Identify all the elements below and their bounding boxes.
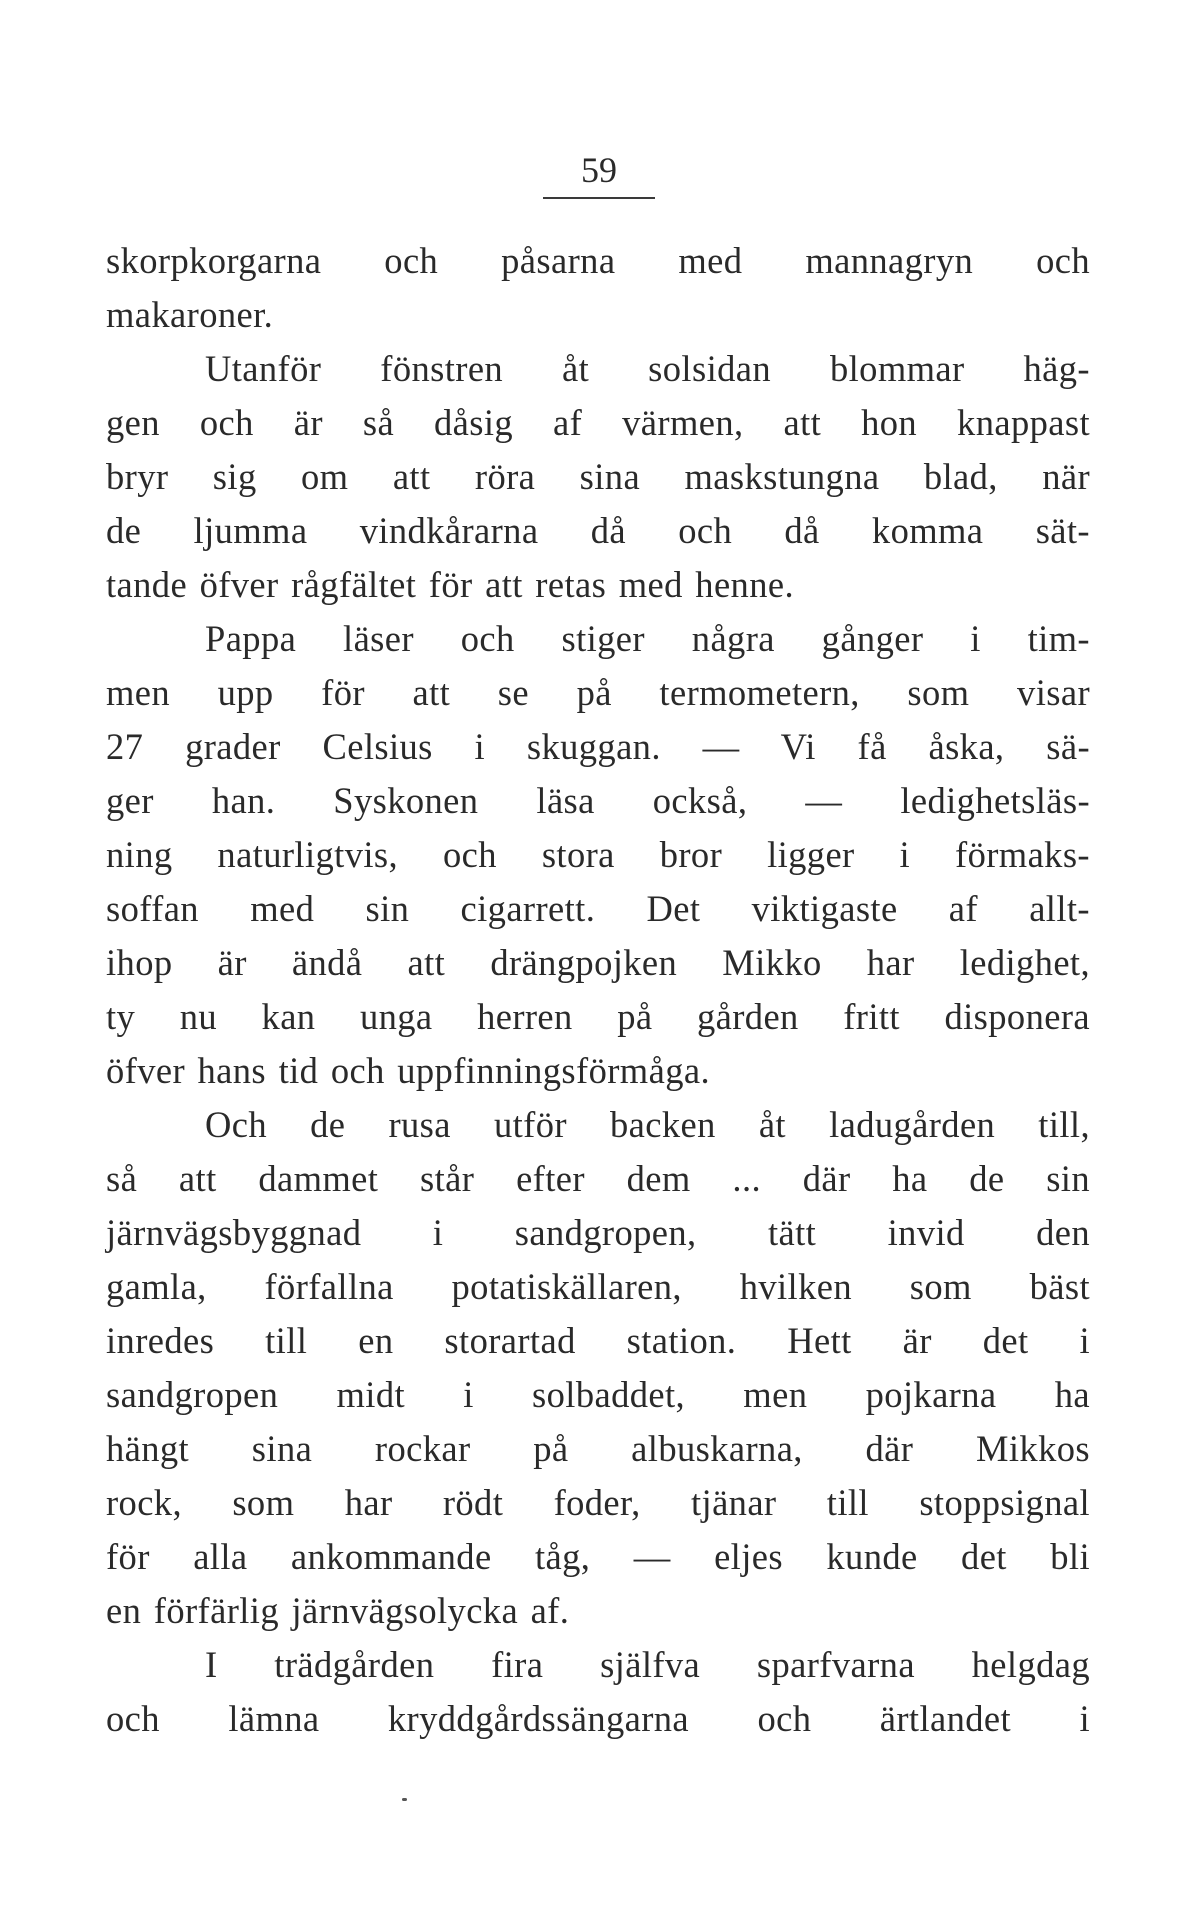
text-line: öfver hans tid och uppfinningsförmåga. (106, 1050, 710, 1091)
text-line: gen och är så dåsig af värmen, att hon knappast (106, 402, 1090, 443)
text-line: de ljumma vindkårarna då och då komma sät- (106, 510, 1090, 551)
page-number: 59 (581, 150, 617, 190)
text-line: för alla ankommande tåg, — eljes kunde det bli (106, 1536, 1090, 1577)
text-line: inredes till en storartad station. Hett är det i (106, 1320, 1090, 1361)
text-line: och lämna kryddgårdssängarna och ärtlandet i (106, 1698, 1090, 1739)
text-line: Och de rusa utför backen åt ladugården till, (205, 1104, 1090, 1145)
text-line: ty nu kan unga herren på gården fritt disponera (106, 996, 1090, 1037)
text-line: hängt sina rockar på albuskarna, där Mikkos (106, 1428, 1090, 1469)
text-line: makaroner. (106, 294, 274, 335)
text-line: järnvägsbyggnad i sandgropen, tätt invid den (106, 1212, 1090, 1253)
page-number-rule (543, 197, 655, 199)
text-line: så att dammet står efter dem ... där ha de sin (106, 1158, 1090, 1199)
text-line: ihop är ändå att drängpojken Mikko har ledighet, (106, 942, 1090, 983)
text-line: Utanför fönstren åt solsidan blommar häg- (205, 348, 1090, 389)
text-line: rock, som har rödt foder, tjänar till stoppsignal (106, 1482, 1090, 1523)
text-line: tande öfver rågfältet för att retas med henne. (106, 564, 794, 605)
body-text (106, 234, 1090, 1746)
text-line: gamla, förfallna potatiskällaren, hvilken som bäst (106, 1266, 1090, 1307)
text-line: en förfärlig järnvägsolycka af. (106, 1590, 570, 1631)
text-line: ger han. Syskonen läsa också, — ledighetsläs- (106, 780, 1090, 821)
text-line: men upp för att se på termometern, som visar (106, 672, 1090, 713)
text-line: soffan med sin cigarrett. Det viktigaste af allt- (106, 888, 1090, 929)
text-line: skorpkorgarna och påsarna med mannagryn och (106, 240, 1090, 281)
text-line: sandgropen midt i solbaddet, men pojkarna ha (106, 1374, 1090, 1415)
text-line: Pappa läser och stiger några gånger i tim- (205, 618, 1090, 659)
text-line: ning naturligtvis, och stora bror ligger i förmaks- (106, 834, 1090, 875)
text-line: I trädgården fira själfva sparfvarna helgdag (205, 1644, 1090, 1685)
text-line: bryr sig om att röra sina maskstungna blad, när (106, 456, 1090, 497)
text-line: 27 grader Celsius i skuggan. — Vi få åska, sä- (106, 726, 1090, 767)
paper-speck (402, 1798, 407, 1801)
